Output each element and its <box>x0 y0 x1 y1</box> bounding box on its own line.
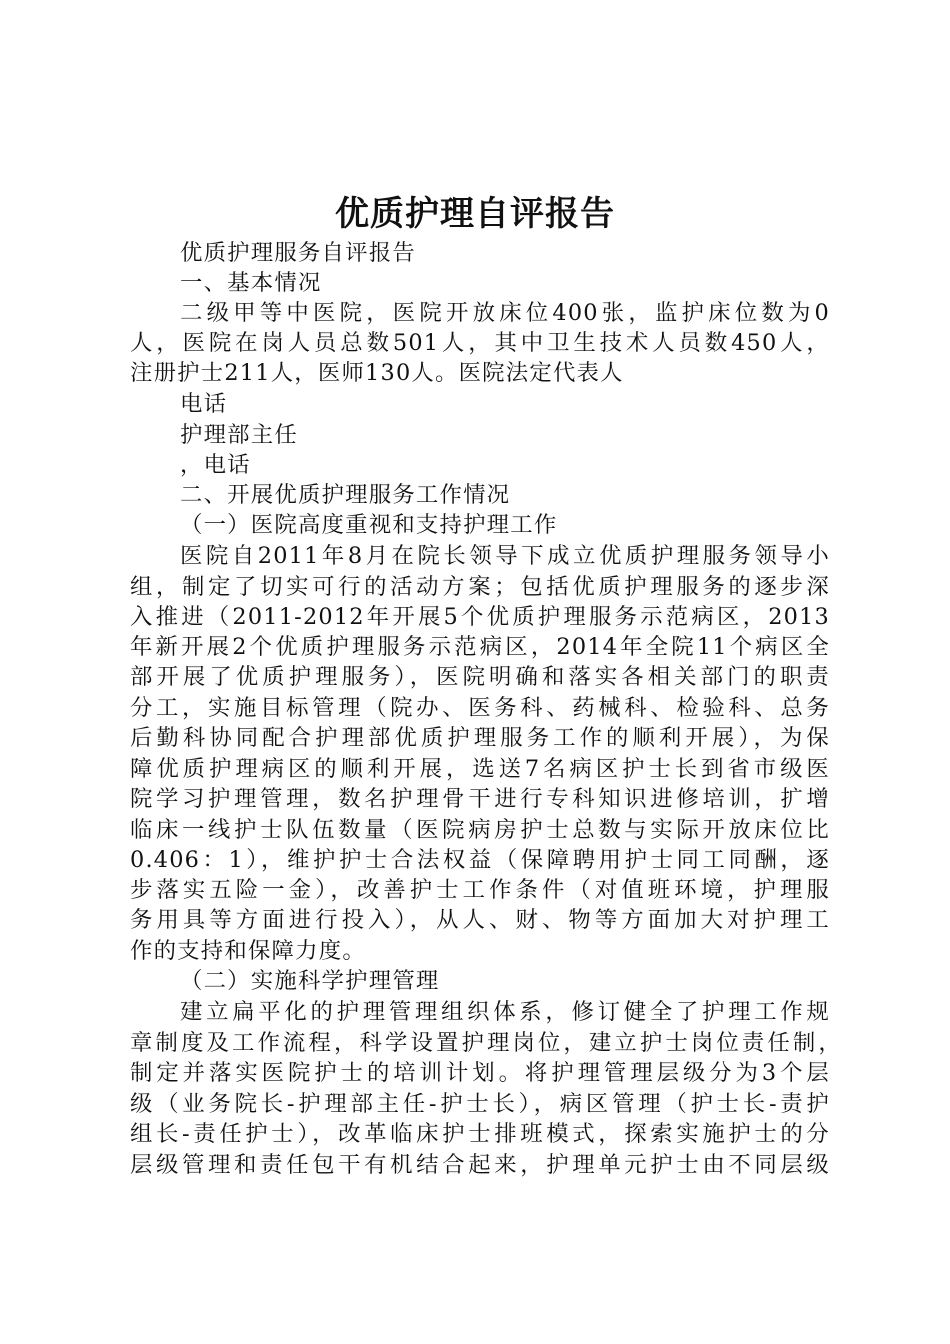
paragraph-line: 建立扁平化的护理管理组织体系，修订健全了护理工作规 <box>180 999 830 1025</box>
paragraph-line: 作的支持和保障力度。 <box>130 938 366 964</box>
paragraph-line: 分工，实施目标管理（院办、医务科、药械科、检验科、总务 <box>130 695 830 721</box>
paragraph-line: 层级管理和责任包干有机结合起来，护理单元护士由不同层级 <box>130 1152 830 1178</box>
paragraph-line: 注册护士211人，医师130人。医院法定代表人 <box>130 360 624 386</box>
paragraph-line: 年新开展2个优质护理服务示范病区，2014年全院11个病区全 <box>130 634 830 660</box>
paragraph-line: 0.406：1），维护护士合法权益（保障聘用护士同工同酬，逐 <box>130 847 830 873</box>
subtitle-line: 优质护理服务自评报告 <box>180 240 416 266</box>
paragraph-line: 医院自2011年8月在院长领导下成立优质护理服务领导小 <box>180 543 830 569</box>
paragraph-line: 务用具等方面进行投入），从人、财、物等方面加大对护理工 <box>130 907 830 933</box>
paragraph-line: 障优质护理病区的顺利开展，选送7名病区护士长到省市级医 <box>130 756 830 782</box>
paragraph-line: 级（业务院长-护理部主任-护士长），病区管理（护士长-责护 <box>130 1091 830 1117</box>
paragraph-line: 人，医院在岗人员总数501人，其中卫生技术人员数450人， <box>130 330 830 356</box>
paragraph-line: 组长-责任护士），改革临床护士排班模式，探索实施护士的分 <box>130 1121 830 1147</box>
paragraph-line: ，电话 <box>180 452 251 478</box>
section-heading-work: 二、开展优质护理服务工作情况 <box>180 482 511 508</box>
paragraph-line: 部开展了优质护理服务），医院明确和落实各相关部门的职责 <box>130 664 830 690</box>
paragraph-line: 护理部主任 <box>180 422 298 448</box>
paragraph-line: 步落实五险一金），改善护士工作条件（对值班环境，护理服 <box>130 877 830 903</box>
paragraph-line: 入推进（2011-2012年开展5个优质护理服务示范病区，2013 <box>130 604 830 630</box>
paragraph-line: 二级甲等中医院，医院开放床位400张，监护床位数为0 <box>180 300 830 326</box>
paragraph-line: 制定并落实医院护士的培训计划。将护理管理层级分为3个层 <box>130 1060 830 1086</box>
section-heading-basic: 一、基本情况 <box>180 270 322 296</box>
paragraph-line: 后勤科协同配合护理部优质护理服务工作的顺利开展），为保 <box>130 725 830 751</box>
paragraph-line: 电话 <box>180 391 228 417</box>
subsection-heading-2: （二）实施科学护理管理 <box>180 968 440 994</box>
subsection-heading-1: （一）医院高度重视和支持护理工作 <box>180 512 558 538</box>
paragraph-line: 组，制定了切实可行的活动方案；包括优质护理服务的逐步深 <box>130 574 830 600</box>
paragraph-line: 院学习护理管理，数名护理骨干进行专科知识进修培训，扩增 <box>130 786 830 812</box>
paragraph-line: 临床一线护士队伍数量（医院病房护士总数与实际开放床位比 <box>130 817 830 843</box>
document-title: 优质护理自评报告 <box>335 194 615 234</box>
paragraph-line: 章制度及工作流程，科学设置护理岗位，建立护士岗位责任制， <box>130 1030 842 1056</box>
